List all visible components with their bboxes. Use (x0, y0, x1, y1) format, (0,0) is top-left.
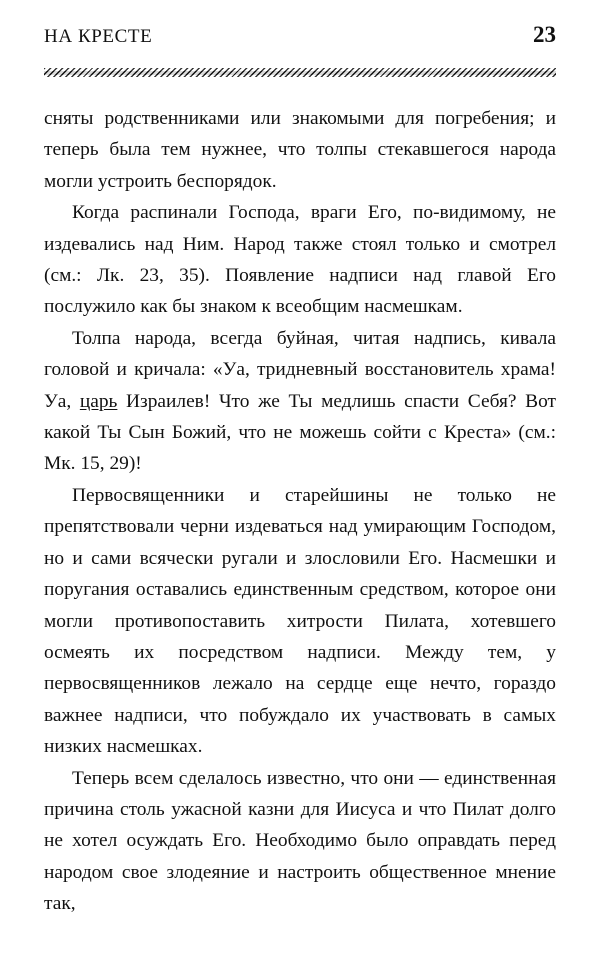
paragraph-3-underlined-word: царь (79, 390, 118, 412)
paragraph-3-text-before: Толпа народа, всегда буйная, читая надпись, кивала головой и кричала: «Уа, тридневный восстановитель храма! Уа, (44, 327, 556, 412)
zigzag-divider-icon (44, 68, 556, 77)
page-number: 23 (533, 22, 556, 47)
paragraph-5: Теперь всем сделалось известно, что они — единственная причина столь ужасной казни для Иисуса и что Пилат долго не хотел осуждать Его. Необходимо было оправдать перед народом свое злодеяние и настроить общественное мнение так, (44, 767, 556, 915)
paragraph-3 (44, 323, 556, 480)
running-title: НА КРЕСТЕ (44, 26, 153, 47)
page-header (44, 0, 556, 62)
body-text (44, 103, 556, 920)
paragraph-2: Когда распинали Господа, враги Его, по-видимому, не издевались над Ним. Народ также стоял только и смотрел (см.: Лк. 23, 35). Появление надписи над главой Его послужило как бы знаком к всеобщим насмешкам. (44, 202, 556, 318)
paragraph-4: Первосвященники и старейшины не только не препятствовали черни издеваться над умирающим Господом, но и сами всячески ругали и злословили Его. Насмешки и поругания оставались единственным средством, которое они могли противопоставить хитрости Пилата, хотевшего осмеять их посредством надписи. Между тем, у первосвященников лежало на сердце еще нечто, гораздо важнее надписи, что побуждало их участвовать в самых низких насмешках. (44, 484, 556, 758)
paragraph-3-text-after: Израилев! Что же Ты медлишь спасти Себя? Вот какой Ты Сын Божий, что не можешь сойти с Креста» (см.: Мк. 15, 29)! (44, 390, 557, 475)
divider-zigzag-pattern (44, 68, 556, 77)
paragraph-1: сняты родственниками или знакомыми для погребения; и теперь была тем нужнее, что толпы стекавшегося народа могли устроить беспорядок. (44, 108, 556, 192)
